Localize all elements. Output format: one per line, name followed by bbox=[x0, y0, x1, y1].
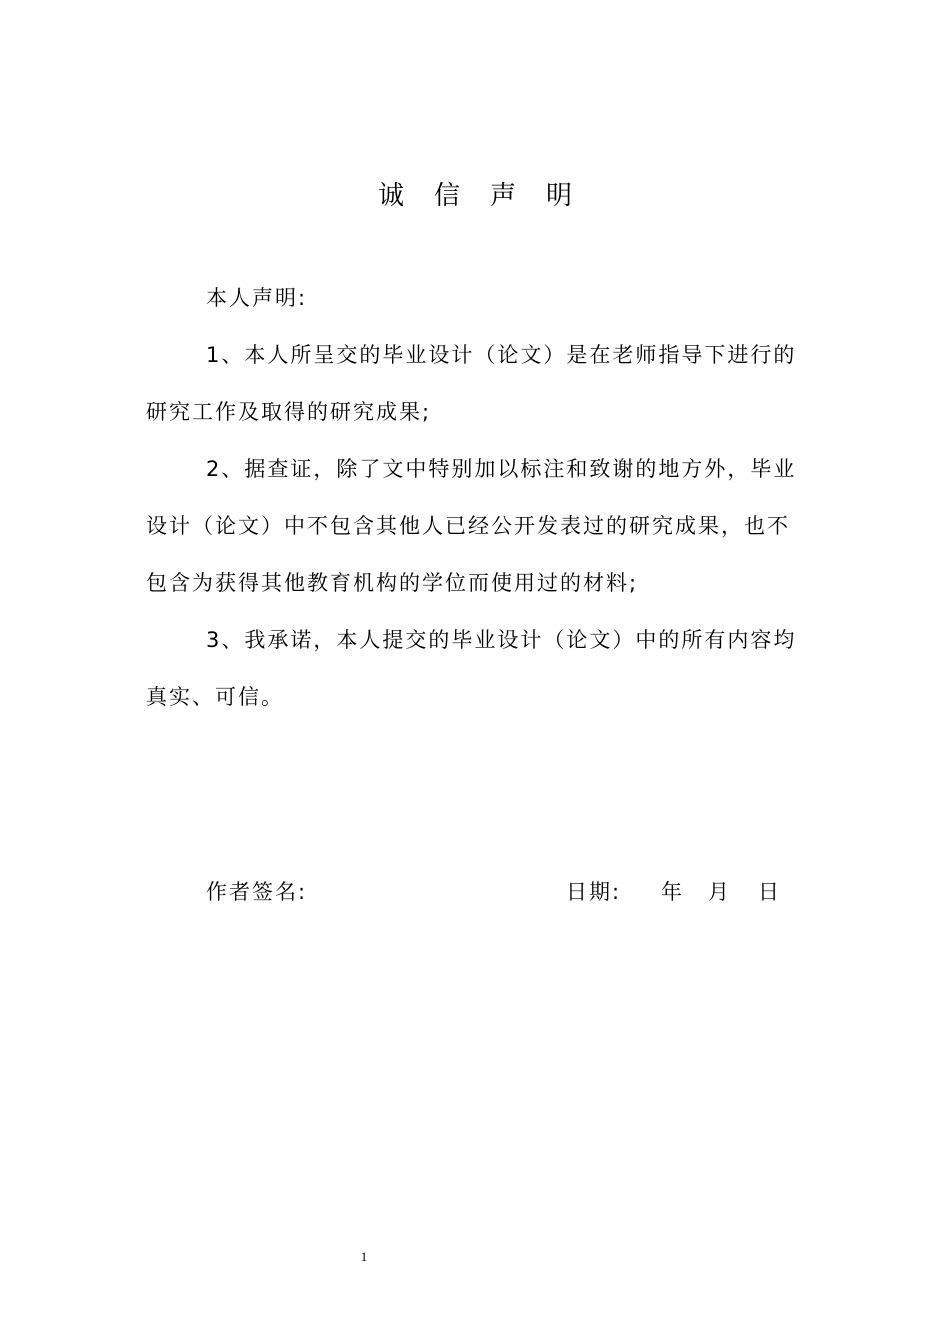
declaration-item-1: 1、本人所呈交的毕业设计（论文）是在老师指导下进行的研究工作及取得的研究成果; bbox=[146, 343, 797, 424]
author-signature-label: 作者签名: bbox=[206, 880, 308, 904]
intro-line: 本人声明: bbox=[206, 286, 308, 310]
declaration-body bbox=[146, 270, 808, 726]
page-number: 1 bbox=[360, 1249, 368, 1264]
declaration-item-2: 2、据查证，除了文中特别加以标注和致谢的地方外，毕业设计（论文）中不包含其他人已经公开发表过的研究成果，也不包含为获得其他教育机构的学位而使用过的材料; bbox=[146, 457, 797, 595]
date-day-label: 日 bbox=[758, 880, 781, 904]
date-year-label: 年 bbox=[661, 880, 684, 904]
declaration-item-3: 3、我承诺，本人提交的毕业设计（论文）中的所有内容均真实、可信。 bbox=[146, 628, 797, 709]
signature-row bbox=[206, 872, 806, 912]
date-label: 日期: bbox=[566, 880, 622, 904]
page-title: 诚信声明 bbox=[377, 181, 602, 211]
date-month-label: 月 bbox=[708, 880, 731, 904]
